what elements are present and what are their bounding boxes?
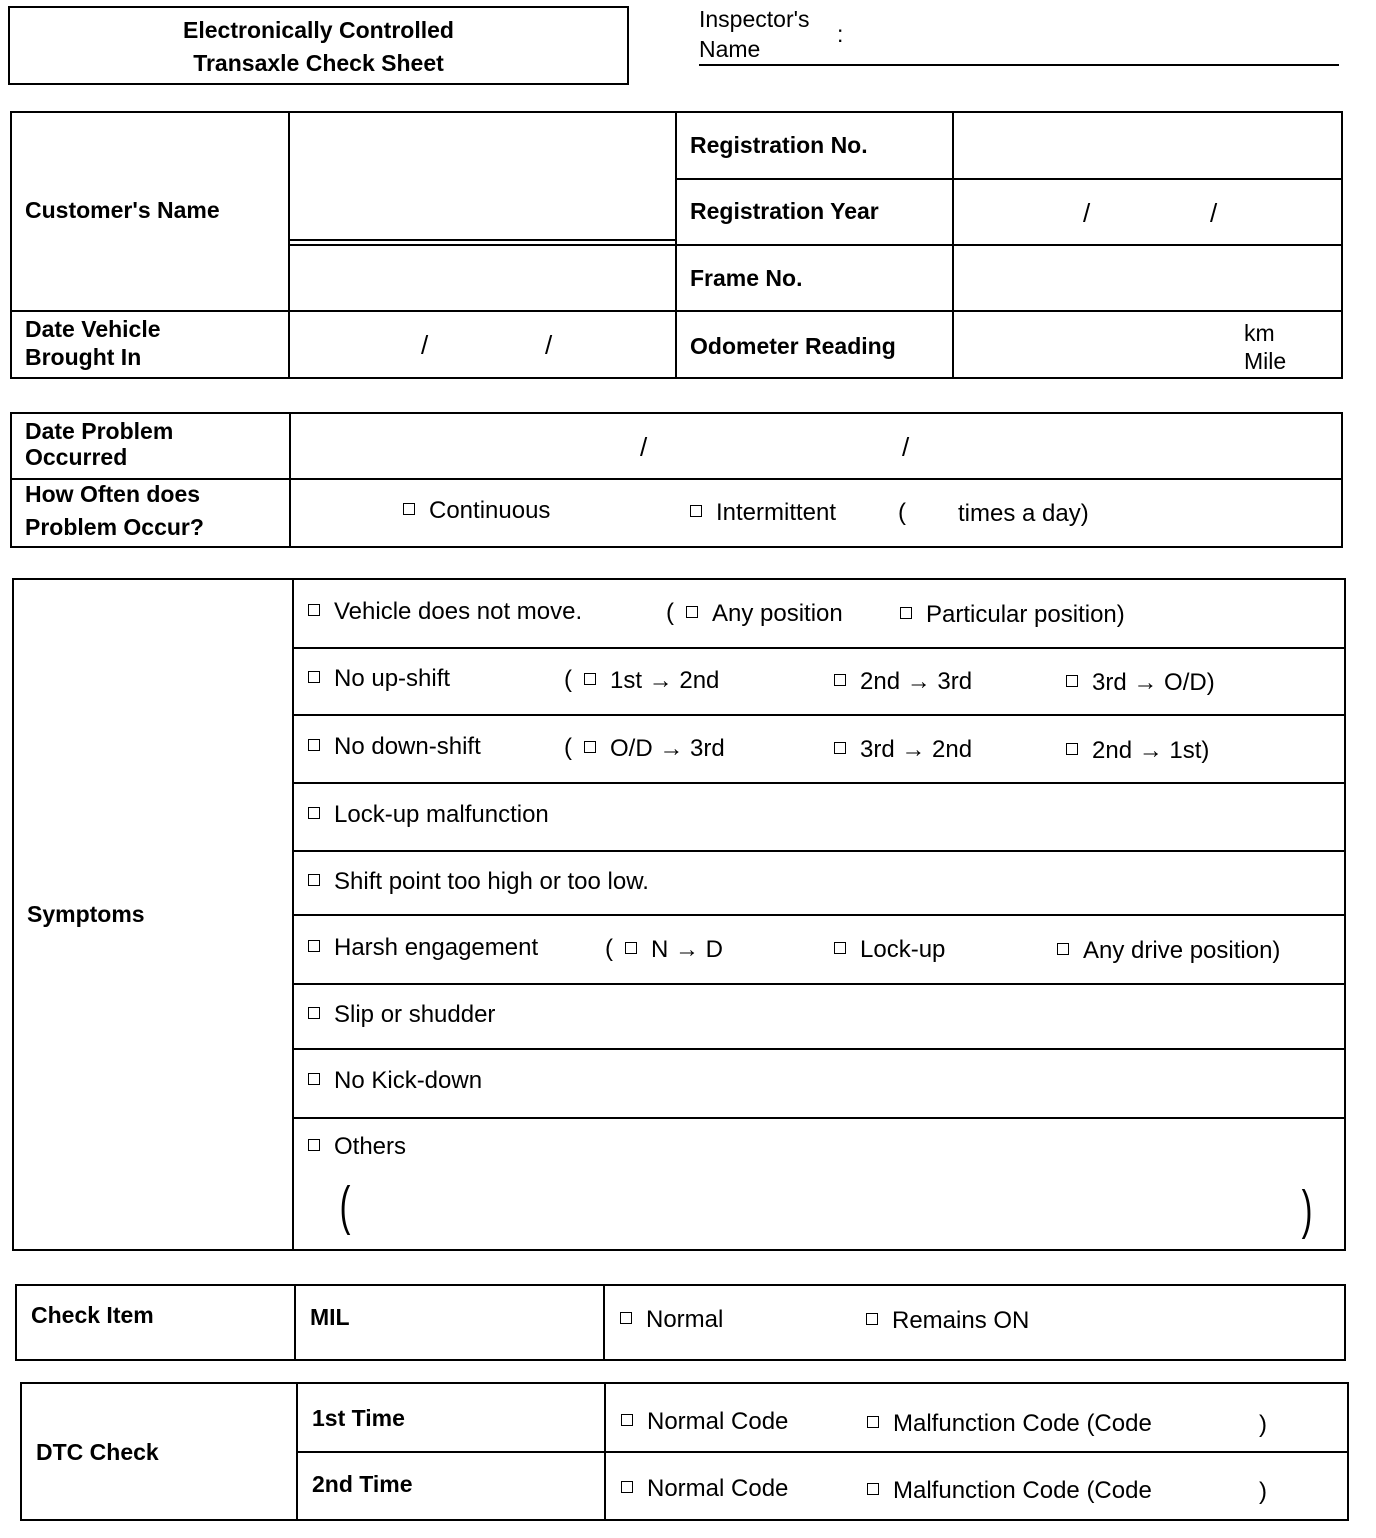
checkbox[interactable]	[690, 505, 702, 517]
date-brought-label: Date Vehicle	[25, 316, 161, 342]
times-a-day-label: times a day)	[958, 500, 1089, 527]
checkbox[interactable]	[308, 604, 320, 616]
checkbox[interactable]	[867, 1416, 879, 1428]
date-problem-label: Date Problem	[25, 418, 174, 444]
checkbox[interactable]	[621, 1414, 633, 1426]
option-3rd-od[interactable]	[1066, 668, 1215, 698]
option-label: 3rd → 2nd	[860, 736, 973, 763]
divider	[293, 1048, 1346, 1050]
option-n-d[interactable]	[625, 935, 723, 965]
divider	[293, 1117, 1346, 1119]
registration-no-label: Registration No.	[690, 132, 868, 158]
inspector-underline	[699, 64, 1339, 66]
option-any-position[interactable]	[686, 599, 843, 629]
open-paren: (	[898, 499, 906, 526]
open-paren: (	[666, 599, 674, 626]
checkbox[interactable]	[1066, 675, 1078, 687]
option-label: O/D → 3rd	[610, 735, 725, 762]
symptom-label: Shift point too high or too low.	[334, 868, 649, 895]
continuous-option[interactable]	[403, 496, 550, 526]
intermittent-label: Intermittent	[716, 499, 837, 526]
option-label: 2nd → 3rd	[860, 668, 973, 695]
odometer-label: Odometer Reading	[690, 333, 896, 359]
mil-remains-on-option[interactable]	[866, 1306, 1029, 1336]
checkbox[interactable]	[834, 674, 846, 686]
option-label: Normal Code	[647, 1408, 789, 1435]
option-2nd-3rd[interactable]	[834, 667, 972, 697]
checkbox[interactable]	[308, 739, 320, 751]
symptom-shift-point[interactable]	[308, 867, 649, 897]
symptom-no-downshift[interactable]	[308, 732, 481, 762]
divider	[289, 412, 291, 548]
divider	[603, 1284, 605, 1361]
divider	[293, 714, 1346, 716]
symptom-label: No up-shift	[334, 665, 451, 692]
title-line2: Transaxle Check Sheet	[193, 50, 444, 76]
problem-table	[10, 412, 1343, 548]
frame-no-label: Frame No.	[690, 265, 803, 291]
option-label: Malfunction Code (Code	[893, 1410, 1152, 1437]
close-paren: )	[1259, 1478, 1267, 1505]
open-paren: (	[605, 935, 613, 962]
inspector-name-input[interactable]	[860, 28, 1334, 62]
checkbox[interactable]	[308, 1073, 320, 1085]
date-separator: /	[1083, 198, 1091, 228]
checkbox[interactable]	[867, 1483, 879, 1495]
checkbox[interactable]	[308, 1007, 320, 1019]
times-per-day-input[interactable]	[912, 496, 958, 532]
date-separator: /	[545, 330, 553, 360]
symptom-no-upshift[interactable]	[308, 664, 450, 694]
option-label: Normal Code	[647, 1475, 789, 1502]
how-often-label: How Often does	[25, 481, 201, 507]
frame-no-input[interactable]	[960, 252, 1339, 304]
divider	[10, 310, 1343, 312]
second-code-input[interactable]	[1208, 1475, 1258, 1509]
option-2nd-1st[interactable]	[1066, 736, 1209, 766]
second-time-label: 2nd Time	[312, 1471, 413, 1497]
option-any-drive-position[interactable]	[1057, 936, 1280, 966]
symptoms-label: Symptoms	[27, 901, 145, 927]
option-od-3rd[interactable]	[584, 734, 725, 764]
symptom-lockup-malfunction[interactable]	[308, 800, 549, 830]
divider	[675, 178, 1343, 180]
option-label: Any position	[712, 600, 843, 627]
option-label: Remains ON	[892, 1307, 1030, 1334]
divider	[293, 782, 1346, 784]
divider	[294, 1284, 296, 1361]
checkbox[interactable]	[308, 1139, 320, 1151]
title-line1: Electronically Controlled	[183, 17, 454, 43]
symptom-vehicle-not-move[interactable]	[308, 597, 582, 627]
symptom-label: Slip or shudder	[334, 1001, 496, 1028]
dtc-check-label: DTC Check	[36, 1439, 159, 1465]
km-unit: km	[1244, 320, 1275, 346]
registration-no-input[interactable]	[960, 120, 1339, 172]
symptom-no-kickdown[interactable]	[308, 1066, 482, 1096]
first-malfunction-code-option[interactable]	[867, 1409, 1152, 1439]
divider	[293, 647, 1346, 649]
date-brought-label-2: Brought In	[25, 344, 142, 370]
checkbox[interactable]	[308, 671, 320, 683]
option-label: N → D	[651, 936, 723, 963]
close-paren: )	[1259, 1411, 1267, 1438]
open-paren: (	[564, 734, 572, 761]
open-paren: (	[564, 666, 572, 693]
others-open-paren: (	[339, 1176, 351, 1236]
symptom-harsh-engagement[interactable]	[308, 933, 538, 963]
registration-year-label: Registration Year	[690, 198, 879, 224]
checkbox[interactable]	[584, 673, 596, 685]
checkbox[interactable]	[866, 1313, 878, 1325]
checkbox[interactable]	[621, 1481, 633, 1493]
second-normal-code-option[interactable]	[621, 1474, 788, 1504]
mile-unit: Mile	[1244, 348, 1287, 374]
customer-name-input-2[interactable]	[296, 252, 672, 304]
divider	[297, 1451, 1349, 1453]
how-often-label-2: Problem Occur?	[25, 514, 204, 540]
checkbox[interactable]	[584, 741, 596, 753]
option-label: 3rd → O/D)	[1092, 669, 1215, 696]
checkbox[interactable]	[834, 942, 846, 954]
checkbox[interactable]	[625, 942, 637, 954]
others-close-paren: )	[1301, 1180, 1313, 1240]
checkbox[interactable]	[308, 874, 320, 886]
first-time-label: 1st Time	[312, 1405, 405, 1431]
option-1st-2nd[interactable]	[584, 666, 719, 696]
checkbox[interactable]	[1066, 743, 1078, 755]
option-particular-position[interactable]	[900, 600, 1125, 630]
intermittent-option[interactable]	[690, 498, 836, 528]
divider	[293, 914, 1346, 916]
symptom-label: Lock-up malfunction	[334, 801, 549, 828]
checkbox[interactable]	[686, 606, 698, 618]
date-problem-label-2: Occurred	[25, 444, 128, 470]
divider	[293, 850, 1346, 852]
divider	[10, 478, 1343, 480]
checkbox[interactable]	[900, 607, 912, 619]
continuous-label: Continuous	[429, 497, 551, 524]
option-label: Lock-up	[860, 936, 946, 963]
symptom-label: No down-shift	[334, 733, 481, 760]
date-separator: /	[421, 330, 429, 360]
second-malfunction-code-option[interactable]	[867, 1476, 1152, 1506]
symptom-others[interactable]	[308, 1132, 406, 1162]
divider	[289, 239, 676, 241]
others-input[interactable]	[360, 1180, 1294, 1238]
option-label: Any drive position)	[1083, 937, 1281, 964]
checkbox[interactable]	[1057, 943, 1069, 955]
option-label: 1st → 2nd	[610, 667, 720, 694]
mil-normal-option[interactable]	[620, 1305, 723, 1335]
option-label: Malfunction Code (Code	[893, 1477, 1152, 1504]
symptom-label: No Kick-down	[334, 1067, 483, 1094]
first-code-input[interactable]	[1208, 1408, 1258, 1442]
date-separator: /	[1210, 198, 1218, 228]
first-normal-code-option[interactable]	[621, 1407, 788, 1437]
symptom-label: Harsh engagement	[334, 934, 539, 961]
checkbox[interactable]	[834, 742, 846, 754]
inspector-colon: :	[837, 21, 844, 47]
title-box	[8, 6, 629, 85]
customer-name-input[interactable]	[296, 120, 672, 232]
customer-name-label: Customer's Name	[25, 197, 220, 223]
divider	[293, 983, 1346, 985]
symptom-label: Vehicle does not move.	[334, 598, 583, 625]
divider	[289, 244, 1343, 246]
checkbox[interactable]	[308, 807, 320, 819]
option-label: Normal	[646, 1306, 724, 1333]
option-label: Particular position)	[926, 601, 1125, 628]
date-separator: /	[640, 432, 648, 462]
checkbox[interactable]	[620, 1312, 632, 1324]
checkbox[interactable]	[308, 940, 320, 952]
symptom-slip-shudder[interactable]	[308, 1000, 495, 1030]
checkbox[interactable]	[403, 503, 415, 515]
inspector-name-label: Name	[699, 36, 761, 62]
date-separator: /	[902, 432, 910, 462]
odometer-input[interactable]	[960, 320, 1234, 372]
symptom-label: Others	[334, 1133, 407, 1160]
option-lockup[interactable]	[834, 935, 945, 965]
option-3rd-2nd[interactable]	[834, 735, 972, 765]
check-item-label: Check Item	[31, 1302, 154, 1328]
option-label: 2nd → 1st)	[1092, 737, 1210, 764]
mil-label: MIL	[310, 1304, 350, 1330]
inspector-label: Inspector's	[699, 6, 810, 32]
